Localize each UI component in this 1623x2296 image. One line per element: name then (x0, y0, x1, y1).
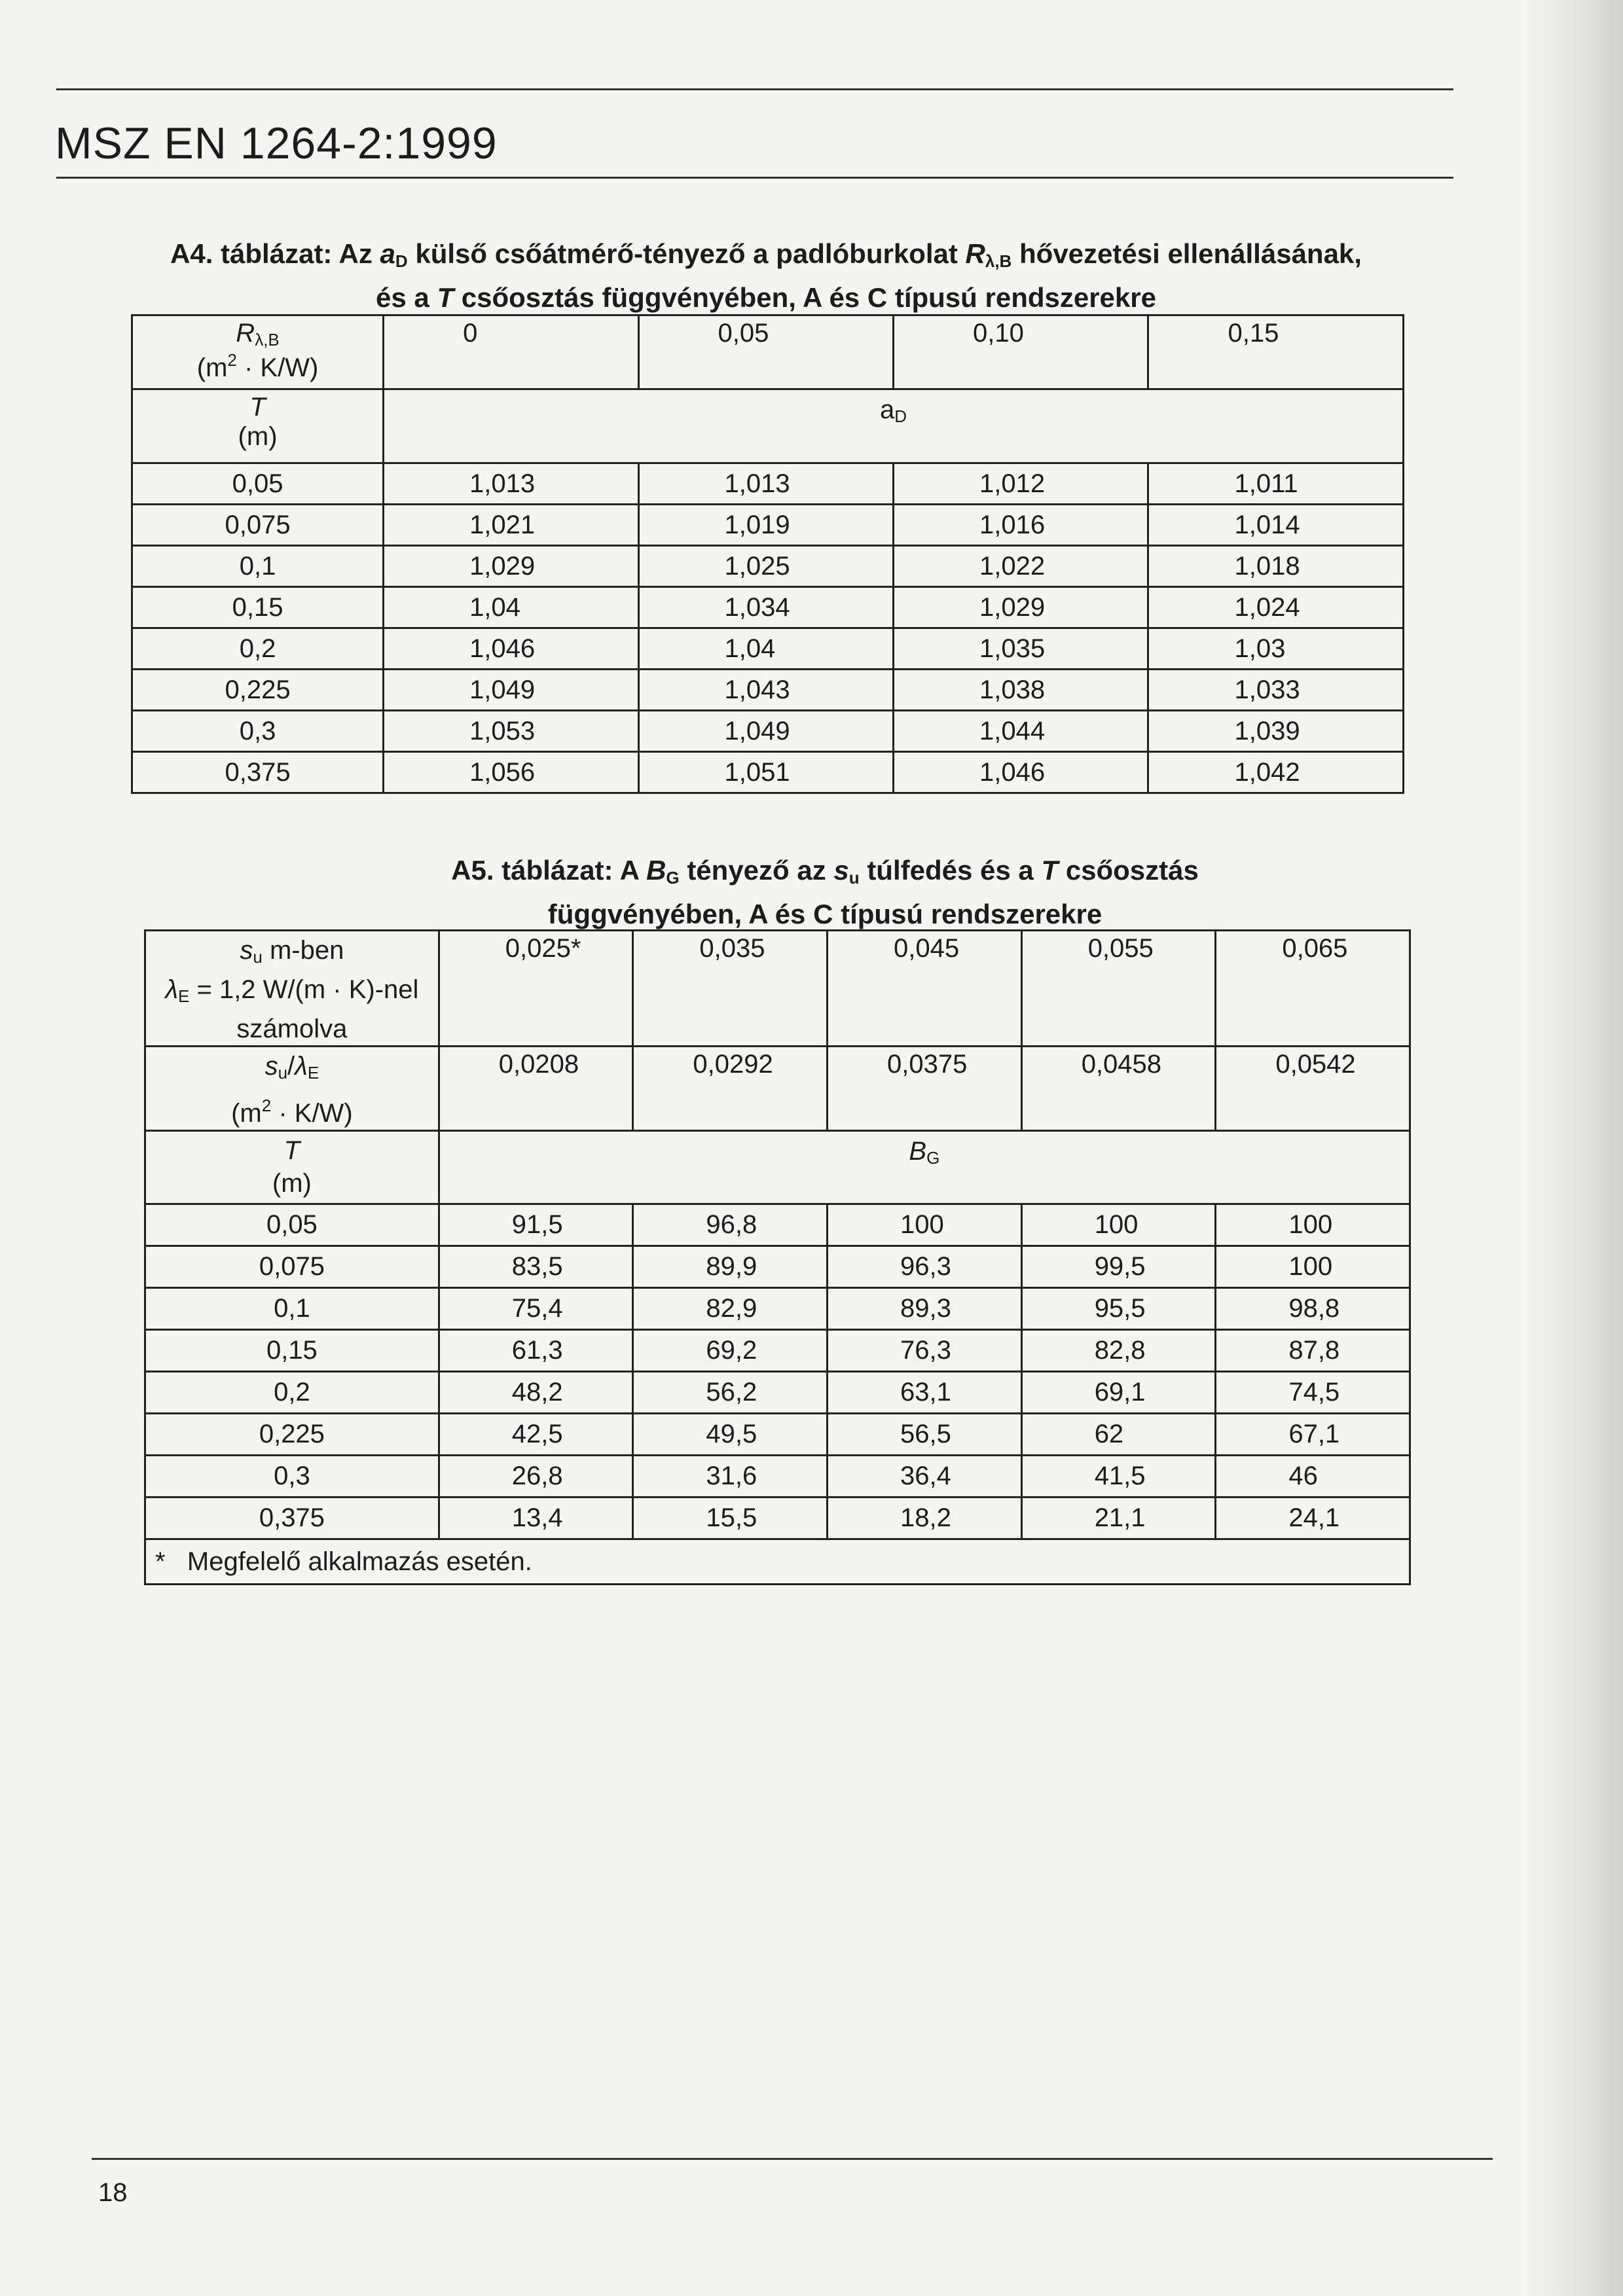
cell: 1,053 (384, 711, 638, 752)
table-row (132, 587, 1404, 628)
su-label-cell: $s_u$ m-ben $\lambda_E = 1,2$ W/(m · K)-nel számolva (145, 931, 439, 1047)
cell: 1,029 (894, 587, 1148, 628)
row-t: 0,375 (132, 752, 384, 793)
row-t: 0,3 (145, 1456, 439, 1498)
cell: 1,013 (638, 463, 893, 505)
cell: 67,1 (1216, 1414, 1410, 1456)
cell: 98,8 (1216, 1288, 1410, 1330)
cell: 1,051 (638, 752, 893, 793)
row-t: 0,1 (132, 546, 384, 587)
cell: 87,8 (1216, 1330, 1410, 1372)
row-t: 0,375 (145, 1498, 439, 1539)
table-a4-header-row (132, 315, 1404, 389)
cell: 99,5 (1021, 1246, 1216, 1288)
cell: 74,5 (1216, 1372, 1410, 1414)
column-header: 0,065 (1216, 931, 1410, 1047)
cell: 1,018 (1148, 546, 1404, 587)
table-row (132, 711, 1404, 752)
table-row (145, 1288, 1410, 1330)
cell: 96,8 (633, 1204, 828, 1246)
cell: 1,049 (384, 670, 638, 711)
cell: 63,1 (828, 1372, 1022, 1414)
cell: 83,5 (439, 1246, 633, 1288)
cell: 1,029 (384, 546, 638, 587)
cell: 26,8 (439, 1456, 633, 1498)
t-label-cell: T (m) (132, 389, 384, 463)
header-bottom-rule (56, 177, 1453, 179)
page-edge-shadow (1522, 0, 1623, 2296)
table-row (132, 546, 1404, 587)
cell: 1,03 (1148, 628, 1404, 670)
cell: 1,034 (638, 587, 893, 628)
column-header: 0,055 (1021, 931, 1216, 1047)
cell: 1,033 (1148, 670, 1404, 711)
table-row (132, 752, 1404, 793)
cell: 13,4 (439, 1498, 633, 1539)
table-row (132, 670, 1404, 711)
column-header: 0,045 (828, 931, 1022, 1047)
cell: 100 (1216, 1246, 1410, 1288)
cell: 82,8 (1021, 1330, 1216, 1372)
footnote (145, 1539, 1410, 1585)
cell: 1,012 (894, 463, 1148, 505)
row-t: 0,075 (132, 505, 384, 546)
cell: 1,04 (384, 587, 638, 628)
ad-label-cell: $a_D$ (384, 389, 1404, 463)
table-row (145, 1204, 1410, 1246)
cell: 1,043 (638, 670, 893, 711)
cell: 1,022 (894, 546, 1148, 587)
ratio-value: 0,0375 (828, 1047, 1022, 1131)
row-t: 0,15 (132, 587, 384, 628)
table-row (132, 628, 1404, 670)
cell: 36,4 (828, 1456, 1022, 1498)
cell: 69,2 (633, 1330, 828, 1372)
row-t: 0,225 (132, 670, 384, 711)
cell: 1,014 (1148, 505, 1404, 546)
ratio-value: 0,0458 (1021, 1047, 1216, 1131)
cell: 61,3 (439, 1330, 633, 1372)
cell: 21,1 (1021, 1498, 1216, 1539)
cell: 76,3 (828, 1330, 1022, 1372)
row-t: 0,1 (145, 1288, 439, 1330)
row-t: 0,15 (145, 1330, 439, 1372)
cell: 56,2 (633, 1372, 828, 1414)
cell: 89,3 (828, 1288, 1022, 1330)
table-a5-caption: A5. táblázat: A $B_G$ tényező az $s_u$ túlfedés és a T csőosztás függvényében, A és C típusú rendszerekre (451, 855, 1199, 929)
cell: 1,038 (894, 670, 1148, 711)
table-row (145, 1372, 1410, 1414)
cell: 1,044 (894, 711, 1148, 752)
table-a4-unit-row (132, 389, 1404, 463)
cell: 1,035 (894, 628, 1148, 670)
cell: 46 (1216, 1456, 1410, 1498)
cell: 1,056 (384, 752, 638, 793)
cell: 1,011 (1148, 463, 1404, 505)
cell: 1,042 (1148, 752, 1404, 793)
row-t: 0,075 (145, 1246, 439, 1288)
bg-label-cell: $B_G$ (439, 1131, 1410, 1204)
row-t: 0,3 (132, 711, 384, 752)
table-row (145, 1330, 1410, 1372)
ratio-value: 0,0542 (1216, 1047, 1410, 1131)
cell: 1,049 (638, 711, 893, 752)
cell: 100 (1021, 1204, 1216, 1246)
t-label-cell: T (m) (145, 1131, 439, 1204)
column-header: 0,025* (439, 931, 633, 1047)
table-a5-unit-row (145, 1131, 1410, 1204)
cell: 49,5 (633, 1414, 828, 1456)
cell: 1,046 (384, 628, 638, 670)
table-a5-su-row (145, 931, 1410, 1047)
column-header: 0,05 (638, 315, 893, 389)
table-row (145, 1414, 1410, 1456)
table-row (145, 1246, 1410, 1288)
table-row (145, 1498, 1410, 1539)
cell: 1,019 (638, 505, 893, 546)
row-t: 0,225 (145, 1414, 439, 1456)
table-a4 (131, 314, 1404, 794)
footer-rule (92, 2158, 1493, 2160)
ratio-label-cell: $s_u/\lambda_E$ $(m^2 \cdot K/W)$ (145, 1047, 439, 1131)
row-t: 0,05 (132, 463, 384, 505)
column-header: 0 (384, 315, 638, 389)
cell: 1,016 (894, 505, 1148, 546)
header-top-rule (56, 88, 1453, 90)
cell: 41,5 (1021, 1456, 1216, 1498)
cell: 69,1 (1021, 1372, 1216, 1414)
cell: 62 (1021, 1414, 1216, 1456)
table-a5-ratio-row (145, 1047, 1410, 1131)
row-t: 0,2 (145, 1372, 439, 1414)
cell: 75,4 (439, 1288, 633, 1330)
cell: 24,1 (1216, 1498, 1410, 1539)
cell: 56,5 (828, 1414, 1022, 1456)
ratio-value: 0,0208 (439, 1047, 633, 1131)
table-a4-caption: A4. táblázat: Az $a_D$ külső csőátmérő-tényező a padlóburkolat $R_{\lambda,B}$ hővezetési ellenállásának, és a T csőosztás függvényében, A és C típusú rendszerekre (170, 238, 1362, 313)
column-header: 0,10 (894, 315, 1148, 389)
cell: 1,046 (894, 752, 1148, 793)
cell: 1,025 (638, 546, 893, 587)
footnote-mark: * (155, 1547, 166, 1576)
cell: 1,039 (1148, 711, 1404, 752)
column-header: 0,035 (633, 931, 828, 1047)
cell: 31,6 (633, 1456, 828, 1498)
cell: 100 (1216, 1204, 1410, 1246)
cell: 89,9 (633, 1246, 828, 1288)
table-a5 (144, 929, 1411, 1585)
cell: 48,2 (439, 1372, 633, 1414)
footnote-text: Megfelelő alkalmazás esetén. (187, 1547, 532, 1576)
cell: 1,04 (638, 628, 893, 670)
cell: 18,2 (828, 1498, 1022, 1539)
cell: 82,9 (633, 1288, 828, 1330)
row-t: 0,05 (145, 1204, 439, 1246)
cell: 91,5 (439, 1204, 633, 1246)
cell: 15,5 (633, 1498, 828, 1539)
cell: 1,013 (384, 463, 638, 505)
cell: 42,5 (439, 1414, 633, 1456)
cell: 100 (828, 1204, 1022, 1246)
cell: 1,021 (384, 505, 638, 546)
cell: 1,024 (1148, 587, 1404, 628)
cell: 95,5 (1021, 1288, 1216, 1330)
row-t: 0,2 (132, 628, 384, 670)
r-label-cell: $R_{\lambda,B}$ $(m^2 \cdot K/W)$ (132, 315, 384, 389)
table-a5-footnote-row (145, 1539, 1410, 1585)
cell: 96,3 (828, 1246, 1022, 1288)
table-row (132, 505, 1404, 546)
table-row (132, 463, 1404, 505)
column-header: 0,15 (1148, 315, 1404, 389)
standard-header: MSZ EN 1264-2:1999 (55, 118, 498, 168)
ratio-value: 0,0292 (633, 1047, 828, 1131)
table-row (145, 1456, 1410, 1498)
page-number: 18 (98, 2178, 128, 2207)
